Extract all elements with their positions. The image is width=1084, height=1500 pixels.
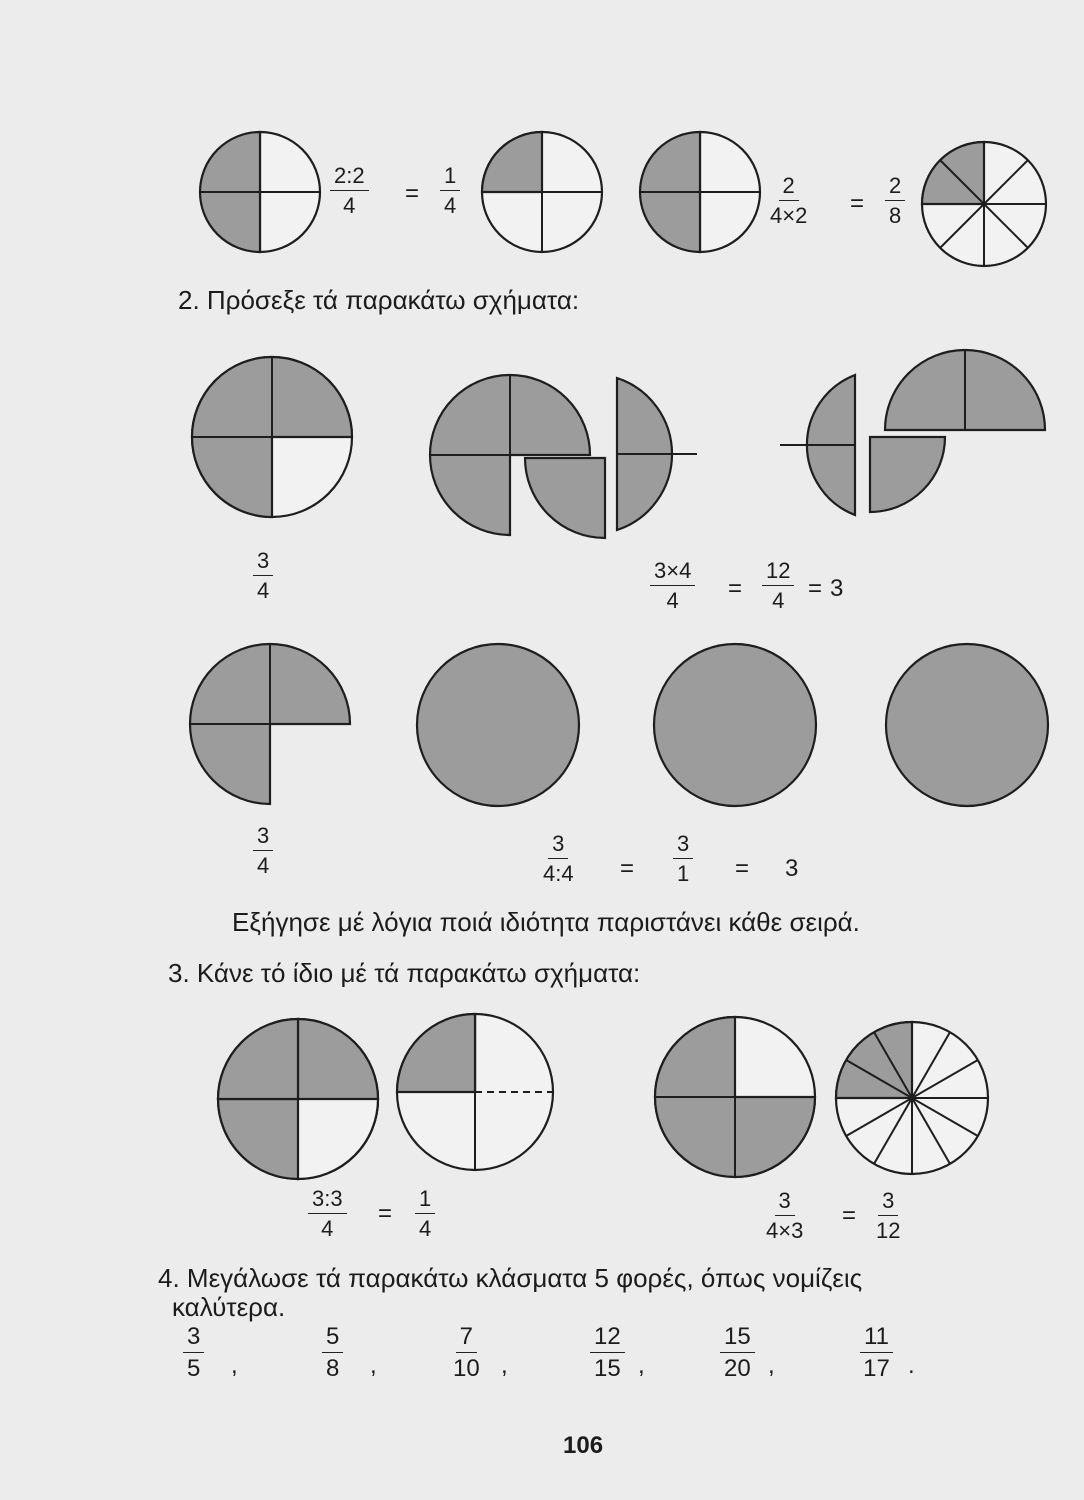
- three-quarter-pie: [186, 640, 354, 808]
- fraction-separator: ,: [501, 1352, 508, 1379]
- result-3: 3: [830, 575, 844, 602]
- fraction-2-over-4x2: $\frac{2}{4\times 2}$: [770, 173, 808, 228]
- circle-half-shaded-2: [635, 130, 765, 254]
- fraction-1-over-4-s3: $\frac{1}{4}$: [415, 1188, 435, 1240]
- circle-half-shaded: [195, 130, 325, 254]
- circle-three-quarters-shaded: [188, 355, 356, 519]
- circle-three-quarters-shaded-s3b: [650, 1015, 820, 1179]
- equals-sign: =: [850, 190, 865, 217]
- circle-twelfths-three-shaded: [832, 1018, 992, 1178]
- fraction-3-over-4div4: $\frac{3}{4:4}$: [543, 831, 574, 886]
- equals-sign: =: [735, 855, 750, 882]
- section-2-heading: 2. Πρόσεξε τά παρακάτω σχήματα:: [178, 285, 580, 315]
- fraction-3div3-over-4: $\frac{3:3}{4}$: [308, 1188, 347, 1240]
- explain-instruction: Εξήγησε μέ λόγια ποιά ιδιότητα παριστάνει κάθε σειρά.: [232, 907, 860, 937]
- circle-quarter-shaded-dashed: [395, 1010, 565, 1174]
- fraction-item: $\frac{5}{8}$: [322, 1325, 343, 1381]
- fraction-separator: ,: [638, 1352, 645, 1379]
- fraction-separator: .: [908, 1352, 915, 1379]
- page-number: 106: [563, 1432, 604, 1459]
- fraction-3-over-12: $\frac{3}{12}$: [876, 1188, 901, 1243]
- three-quarter-pie-pieces: [425, 370, 705, 540]
- equals-sign: =: [620, 855, 635, 882]
- fraction-separator: ,: [370, 1352, 377, 1379]
- fraction-item: $\frac{7}{10}$: [453, 1323, 480, 1382]
- circle-eighths-two-shaded: [918, 140, 1050, 268]
- result-3-b: 3: [785, 855, 799, 882]
- fraction-item: $\frac{12}{15}$: [590, 1325, 625, 1381]
- fraction-2-over-8: $\frac{2}{8}$: [885, 175, 905, 227]
- fraction-item: $\frac{11}{17}$: [860, 1325, 893, 1381]
- fraction-1-over-4: $\frac{1}{4}$: [440, 165, 460, 217]
- equals-sign: =: [378, 1200, 393, 1227]
- fraction-12-over-4: $\frac{12}{4}$: [762, 560, 794, 612]
- fraction-item: $\frac{3}{5}$: [183, 1325, 204, 1381]
- three-quarter-pie-pieces-2: [770, 345, 1050, 525]
- fraction-3-over-1: $\frac{3}{1}$: [673, 833, 693, 885]
- fraction-3-over-4: $\frac{3}{4}$: [253, 550, 273, 602]
- equals-sign: =: [405, 180, 420, 207]
- section-3-heading: 3. Κάνε τό ίδιο μέ τά παρακάτω σχήματα:: [168, 958, 641, 988]
- whole-circle-3: [882, 640, 1052, 810]
- fraction-3-over-4x3: $\frac{3}{4\times 3}$: [766, 1188, 804, 1243]
- equals-sign: =: [728, 575, 743, 602]
- circle-three-quarters-shaded-s3: [213, 1017, 383, 1181]
- section-4-line-2: καλύτερα.: [172, 1292, 286, 1322]
- fraction-separator: ,: [231, 1352, 238, 1379]
- circle-quarter-shaded: [477, 130, 607, 254]
- fraction-2-div-2-over-4: $\frac{2:2}{4}$: [330, 165, 369, 217]
- equals-sign: =: [842, 1202, 857, 1229]
- whole-circle-2: [650, 640, 820, 810]
- fraction-separator: ,: [768, 1352, 775, 1379]
- fraction-3x4-over-4: $\frac{3\times 4}{4}$: [650, 560, 695, 612]
- fraction-3-over-4-b: $\frac{3}{4}$: [253, 825, 273, 877]
- section-4-line-1: 4. Μεγάλωσε τά παρακάτω κλάσματα 5 φορές, όπως νομίζεις: [158, 1263, 863, 1293]
- fraction-item: $\frac{15}{20}$: [720, 1325, 755, 1381]
- equals-sign: =: [808, 575, 823, 602]
- whole-circle-1: [413, 640, 583, 810]
